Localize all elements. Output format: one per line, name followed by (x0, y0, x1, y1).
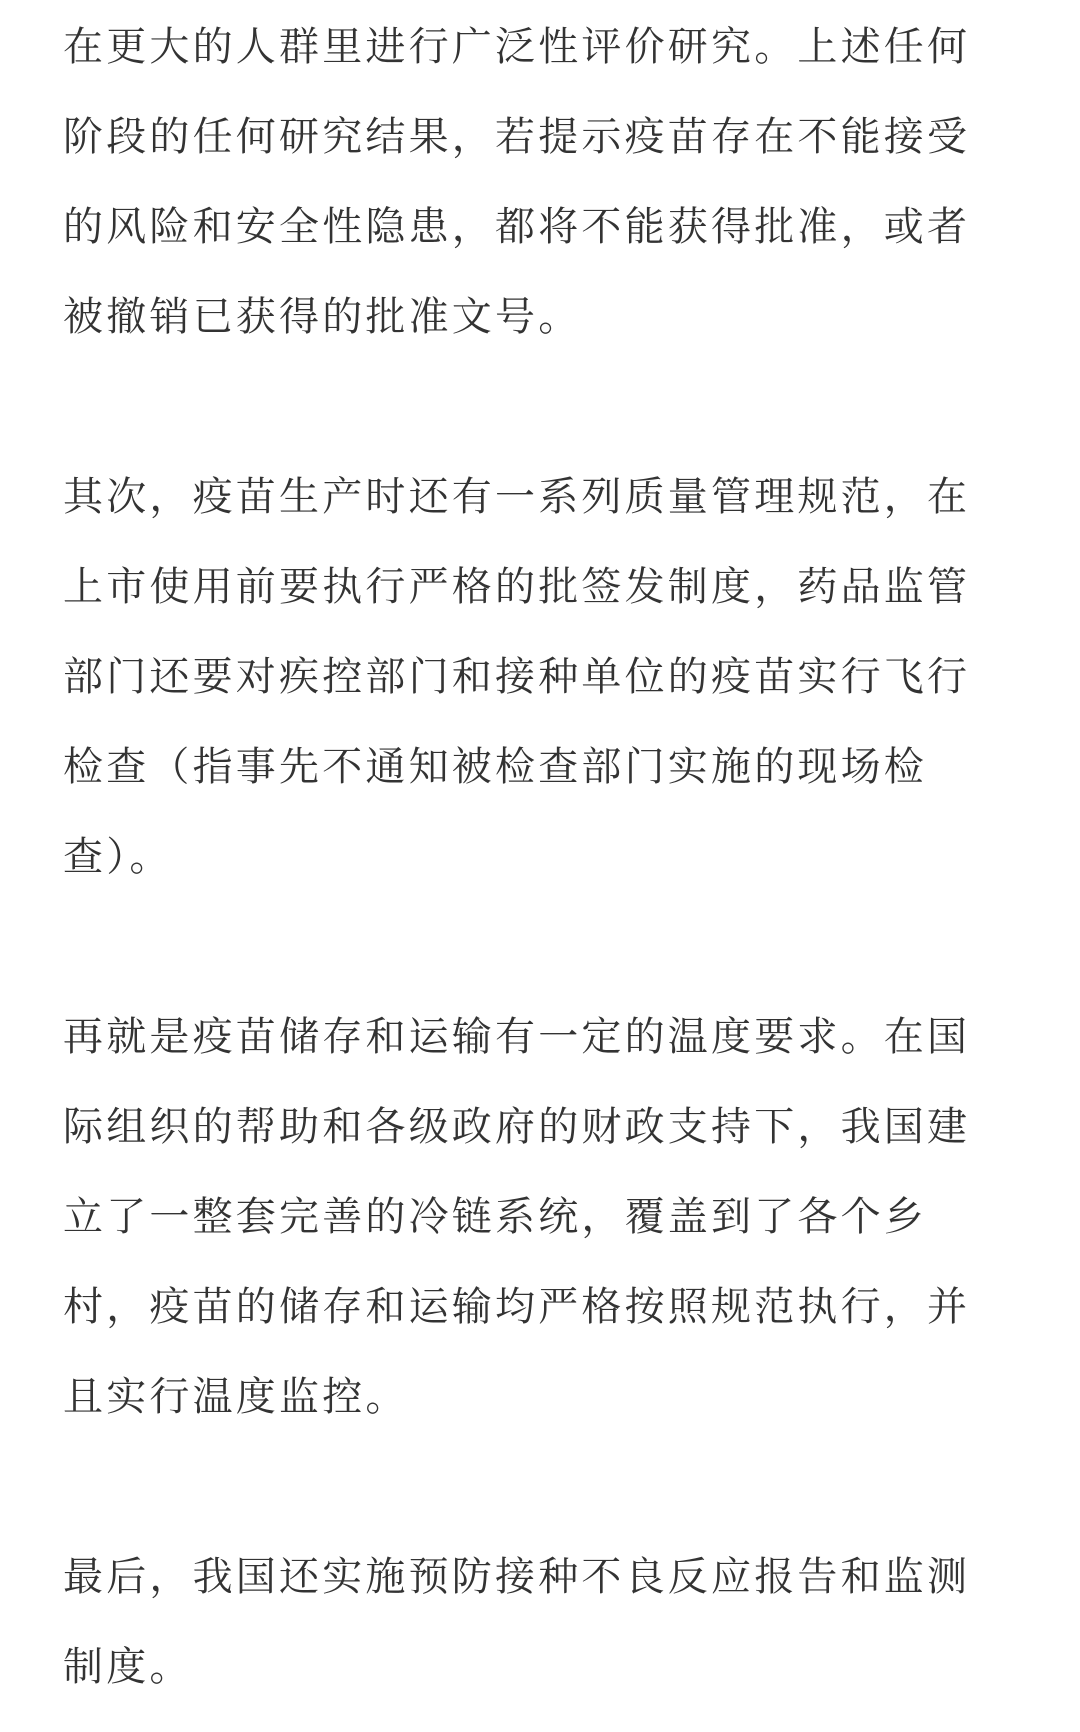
paragraph-production-quality (63, 452, 1023, 902)
text-line: 在更大的人群里进行广泛性评价研究。上述任何 (63, 24, 971, 70)
text-line: 制度。 (63, 1644, 193, 1690)
paragraph-adverse-reaction (63, 1532, 1023, 1712)
text-line: 部门还要对疾控部门和接种单位的疫苗实行飞行 (63, 654, 971, 700)
text-line: 上市使用前要执行严格的批签发制度，药品监管 (63, 564, 971, 610)
text-line: 再就是疫苗储存和运输有一定的温度要求。在国 (63, 1014, 971, 1060)
paragraph-approval-risk (63, 2, 1023, 362)
text-line: 最后，我国还实施预防接种不良反应报告和监测 (63, 1554, 971, 1600)
text-line: 阶段的任何研究结果，若提示疫苗存在不能接受 (63, 114, 971, 160)
text-line: 被撤销已获得的批准文号。 (63, 294, 582, 340)
paragraph-cold-chain (63, 992, 1023, 1442)
article-body (63, 2, 1023, 1712)
text-line: 检查（指事先不通知被检查部门实施的现场检 (63, 744, 927, 790)
text-line: 立了一整套完善的冷链系统，覆盖到了各个乡 (63, 1194, 927, 1240)
text-line: 际组织的帮助和各级政府的财政支持下，我国建 (63, 1104, 971, 1150)
text-line: 且实行温度监控。 (63, 1374, 409, 1420)
text-line: 的风险和安全性隐患，都将不能获得批准，或者 (63, 204, 971, 250)
text-line: 其次，疫苗生产时还有一系列质量管理规范，在 (63, 474, 971, 520)
text-line: 村，疫苗的储存和运输均严格按照规范执行，并 (63, 1284, 971, 1330)
text-line: 查）。 (63, 834, 173, 880)
